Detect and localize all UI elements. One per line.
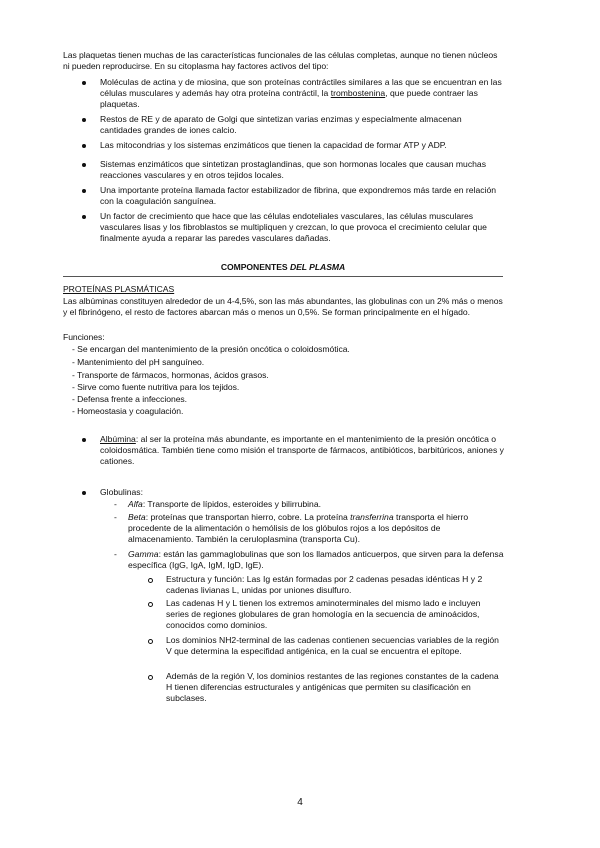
globulin-alfa: Alfa: Transporte de lípidos, esteroides y bilirrubina. — [128, 499, 321, 509]
globulin-gamma: Gamma: están las gammaglobulinas que son los llamados anticuerpos, que sirven para la defensa específica (IgG, IgA, IgM, IgD, IgE). — [128, 549, 504, 570]
circle-bullet-icon — [148, 578, 153, 583]
list-item: Sistemas enzimáticos que sintetizan prostaglandinas, que son hormonas locales que causan muchas reacciones vasculares y en otros tejidos locales. — [100, 159, 486, 180]
page-number: 4 — [297, 797, 303, 808]
bullet-icon — [82, 491, 86, 495]
gamma-detail-item: Además de la región V, los dominios restantes de las regiones constantes de la cadena H tienen diferencias estructurales y antigénicas que permiten su clasificación en subclases. — [166, 671, 499, 703]
gamma-detail-item: Las cadenas H y L tienen los extremos aminoterminales del mismo lado e incluyen series de regiones globulares de gran homología en la secuencia de aminoácidos, conocidos como dominios. — [166, 598, 481, 630]
list-item: - Sirve como fuente nutritiva para los tejidos. — [72, 382, 240, 392]
gamma-detail-item: Estructura y función: Las Ig están formadas por 2 cadenas pesadas idénticas H y 2 cadenas livianas L, unidas por uniones disulfuro. — [166, 574, 483, 595]
bullet-icon — [82, 81, 86, 85]
list-item: Restos de RE y de aparato de Golgi que sintetizan varias enzimas y especialmente almacenan cantidades grandes de iones calcio. — [100, 114, 462, 135]
subsection-title: PROTEÍNAS PLASMÁTICAS — [63, 284, 175, 294]
bullet-icon — [82, 215, 86, 219]
dash-marker: - — [114, 512, 117, 522]
section-divider — [63, 276, 503, 277]
intro-paragraph: Las plaquetas tienen muchas de las características funcionales de las células completas, aunque no tienen núcleos ni pueden reproducirse. En su citoplasma hay factores activos del tipo: — [63, 50, 498, 72]
trombostenina-link[interactable]: trombostenina — [330, 88, 386, 98]
gamma-detail-item: Los dominios NH2-terminal de las cadenas contienen secuencias variables de la región V que determina la especifidad antigénica, en la cual se encuentra el epítope. — [166, 635, 499, 656]
bullet-icon — [82, 438, 86, 442]
albumin-intro-paragraph: Las albúminas constituyen alrededor de un 4-4,5%, son las más abundantes, las globulinas con un 2% más o menos y el fibrinógeno, el resto de factores abarcan más o menos un 0,5%. Se forman principalmente en el hígado. — [63, 296, 503, 318]
list-item: - Defensa frente a infecciones. — [72, 394, 188, 404]
list-item: - Transporte de fármacos, hormonas, ácidos grasos. — [72, 370, 269, 380]
globulinas-label: Globulinas: — [100, 487, 143, 497]
dash-marker: - — [114, 549, 117, 559]
list-item: - Homeostasia y coagulación. — [72, 406, 184, 416]
dash-marker: - — [114, 499, 117, 509]
list-item: - Mantenimiento del pH sanguíneo. — [72, 357, 205, 367]
list-item: Una importante proteína llamada factor estabilizador de fibrina, que expondremos más tarde en relación con la coagulación sanguínea. — [100, 185, 497, 206]
bullet-icon — [82, 189, 86, 193]
albumina-item: Albúmina: al ser la proteína más abundante, es importante en el mantenimiento de la presión oncótica o coloidosmática. También tiene como misión el transporte de fármacos, antibióticos, barbitúricos, aniones y cationes. — [100, 434, 504, 466]
circle-bullet-icon — [148, 639, 153, 644]
bullet-icon — [82, 118, 86, 122]
section-title: COMPONENTES DEL PLASMA — [220, 262, 346, 272]
list-item: Un factor de crecimiento que hace que las células endoteliales vasculares, las células musculares vasculares lisas y los fibroblastos se multipliquen y crezcan, lo que provoca el crecimiento celular que finalmente ayuda a reparar las paredes vasculares dañadas. — [100, 211, 487, 243]
list-item: Las mitocondrias y los sistemas enzimáticos que tienen la capacidad de formar ATP y ADP. — [100, 140, 447, 150]
circle-bullet-icon — [148, 602, 153, 607]
bullet-icon — [82, 163, 86, 167]
list-item: Moléculas de actina y de miosina, que son proteínas contráctiles similares a las que se encuentran en las células musculares y además hay otra proteína contráctil, la trombostenina, que puede contraer las plaquetas. — [100, 77, 502, 109]
functions-label: Funciones: — [63, 332, 105, 342]
list-item: - Se encargan del mantenimiento de la presión oncótica o coloidosmótica. — [72, 344, 350, 354]
bullet-icon — [82, 144, 86, 148]
circle-bullet-icon — [148, 675, 153, 680]
globulin-beta: Beta: proteínas que transportan hierro, cobre. La proteína transferrina transporta el hierro procedente de la alimentación o hemólisis de los glóbulos rojos a los depósitos de almacenamiento. También la ceruloplasmina (transporta Cu). — [128, 512, 469, 544]
